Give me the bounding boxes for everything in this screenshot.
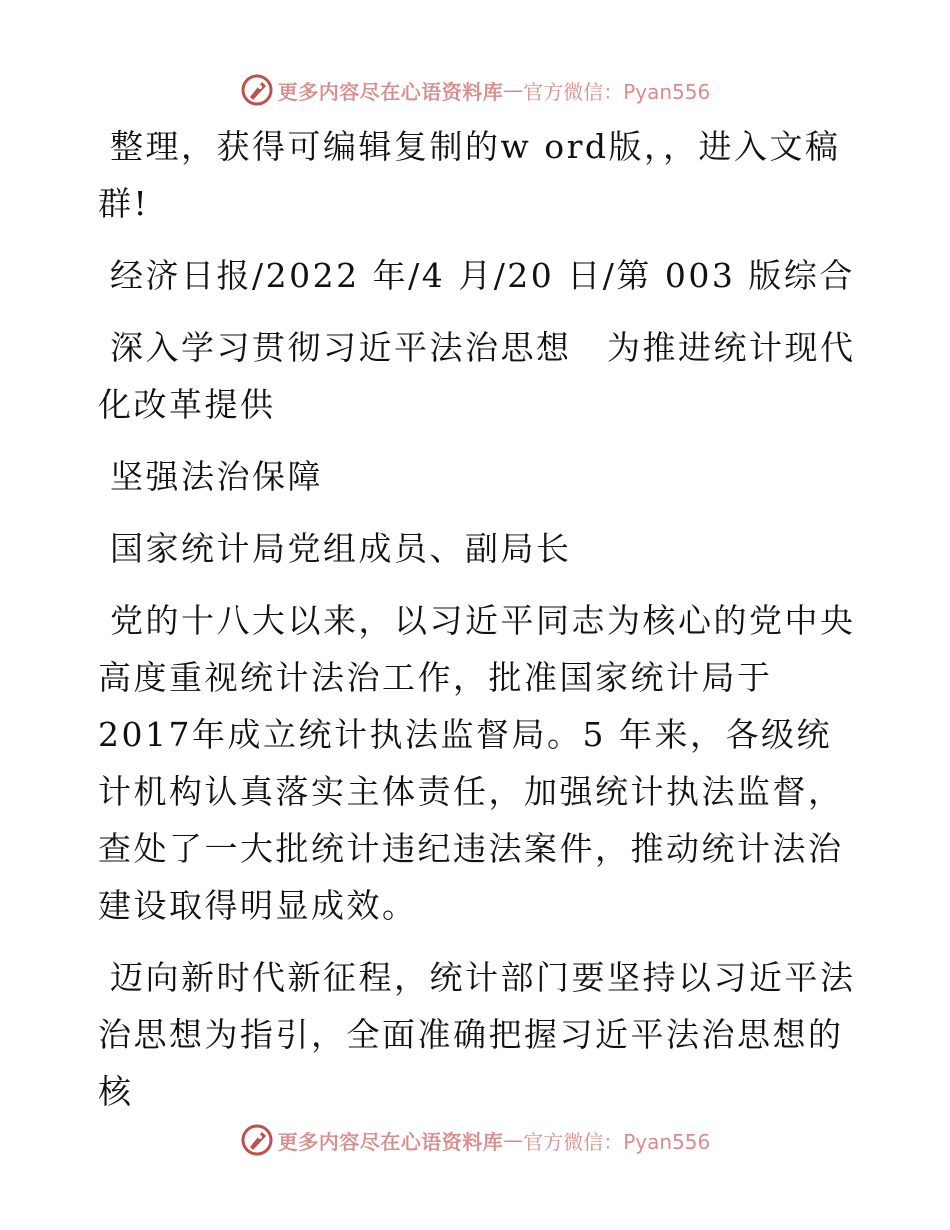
- watermark-site-text: 更多内容尽在心语资料库: [277, 79, 504, 104]
- paragraph-body-1: 党的十八大以来，以习近平同志为核心的党中央高度重视统计法治工作，批准国家统计局于2017年成立统计执法监督局。5 年来，各级统计机构认真落实主体责任，加强统计执法监督，查处了一大批统计违纪违法案件，推动统计法治建设取得明显成效。: [98, 601, 856, 925]
- watermark-dash: —: [503, 1128, 524, 1152]
- paragraph-intro: 整理，获得可编辑复制的w ord版，，进入文稿群!: [98, 127, 841, 223]
- watermark-footer: [0, 1120, 950, 1160]
- document-body: [98, 118, 858, 1135]
- paragraph-source: 经济日报/2022 年/4 月/20 日/第 003 版综合: [110, 256, 855, 295]
- pen-nib-logo-icon: [240, 73, 274, 107]
- paragraph-title: 深入学习贯彻习近平法治思想 为推进统计现代化改革提供: [98, 328, 856, 424]
- watermark-wechat-text: 官方微信：Pyan556: [523, 1129, 711, 1154]
- watermark-site-text: 更多内容尽在心语资料库: [277, 1129, 504, 1154]
- pen-nib-logo-icon: [240, 1123, 274, 1157]
- paragraph-subtitle: 坚强法治保障: [110, 457, 323, 496]
- paragraph-author: 国家统计局党组成员、副局长: [110, 529, 572, 568]
- watermark-wechat-text: 官方微信：Pyan556: [523, 79, 711, 104]
- watermark-header: [0, 70, 950, 110]
- watermark-dash: —: [503, 78, 524, 102]
- paragraph-body-2: 迈向新时代新征程，统计部门要坚持以习近平法治思想为指引，全面准确把握习近平法治思想的核: [98, 958, 856, 1111]
